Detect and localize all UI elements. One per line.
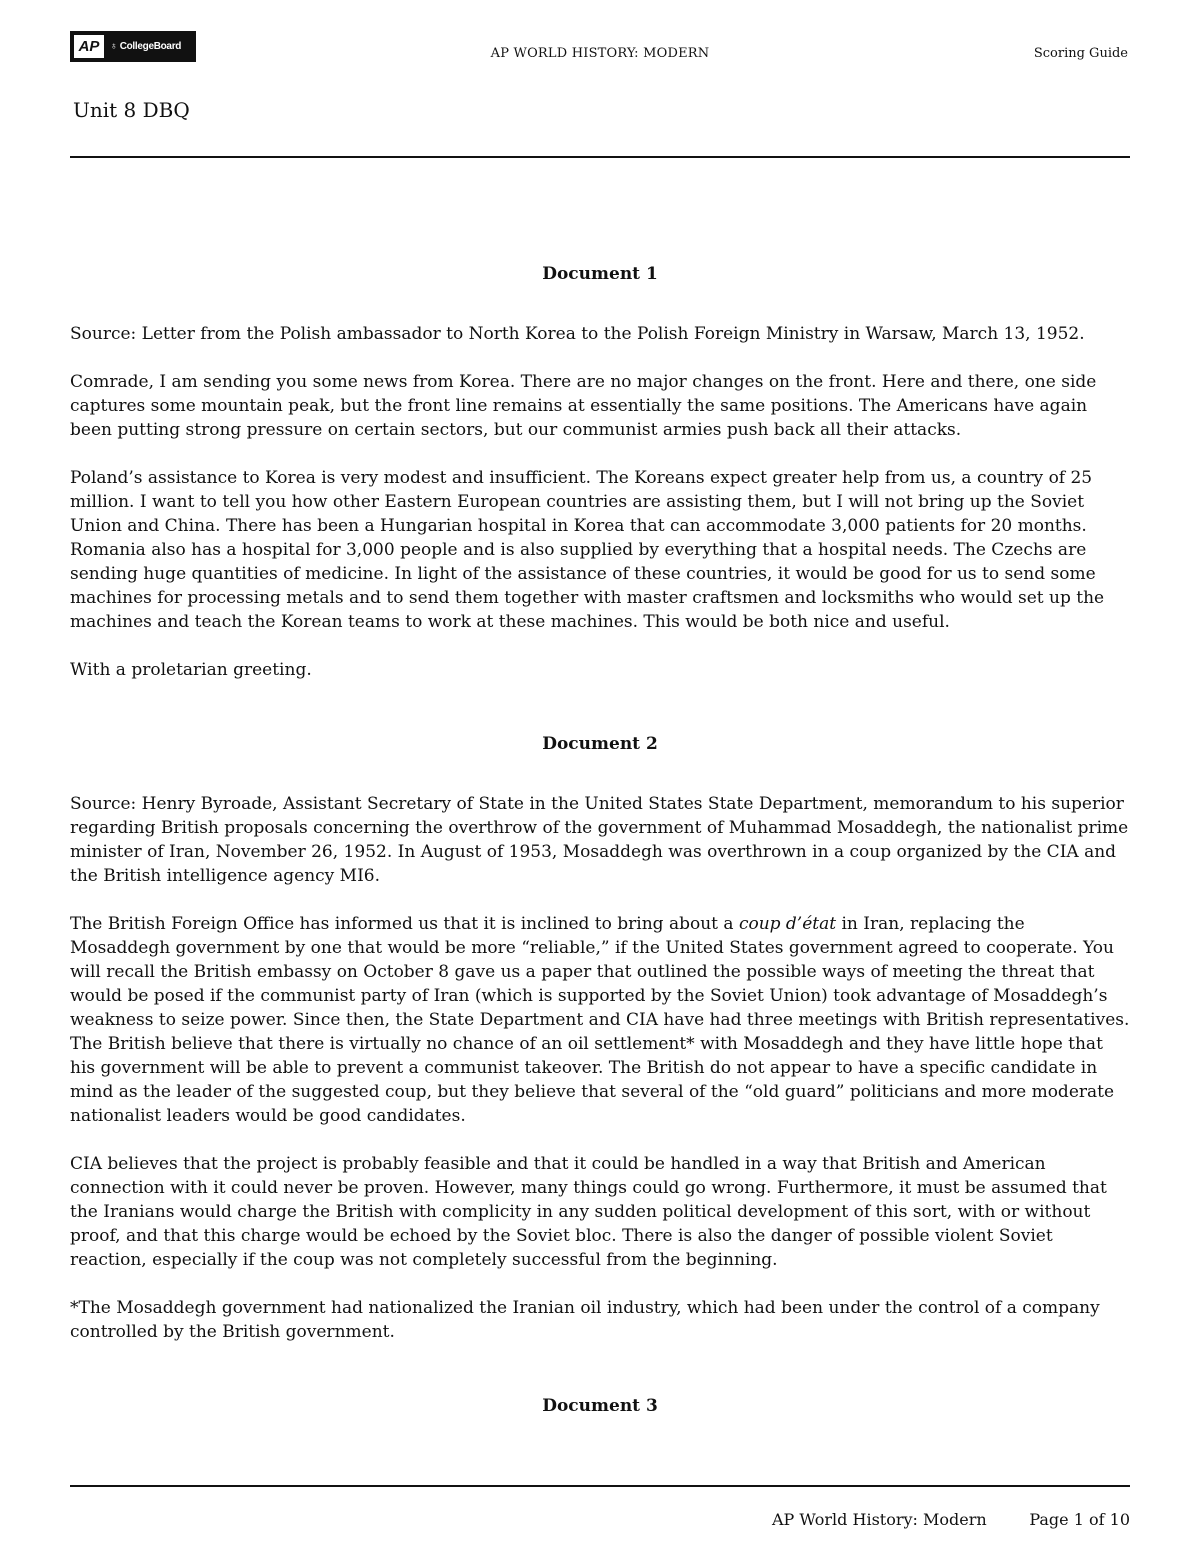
document-2-p1-text-b: in Iran, replacing the Mosaddegh government by one that would be more “reliable,” if the United States government agreed to cooperate. You will recall the British embassy on October 8 gave us a paper that outlined the possible ways of meeting the threat that would be posed if the communist party of Iran (which is supported by the Soviet Union) took advantage of Mosaddegh’s weakness to seize power. Since then, the State Department and CIA have had three meetings with British representatives. The British believe that there is virtually no chance of an oil settlement* with Mosaddegh and they have little hope that his government will be able to prevent a communist takeover. The British do not appear to have a specific candidate in mind as the leader of the suggested coup, but they believe that several of the “old guard” politicians and more moderate nationalist leaders would be good candidates. [70, 914, 1130, 1126]
college-board-label: CollegeBoard [119, 41, 182, 52]
document-3-heading: Document 3 [542, 1396, 658, 1416]
document-2-paragraph-1 [70, 912, 1130, 1128]
acorn-icon: ♁ [110, 41, 118, 52]
header-divider [70, 156, 1130, 158]
header-course-title: AP WORLD HISTORY: MODERN [490, 46, 710, 61]
document-1-paragraph-1: Comrade, I am sending you some news from Korea. There are no major changes on the front. Here and there, one side captures some mountain peak, but the front line remains at essentially the same positions. The Americans have again been putting strong pressure on certain sectors, but our communist armies push back all their attacks. [70, 372, 1097, 440]
document-1-paragraph-3: With a proletarian greeting. [70, 660, 312, 680]
footer-divider [70, 1485, 1130, 1487]
document-2-footnote: *The Mosaddegh government had nationalized the Iranian oil industry, which had been under the control of a company controlled by the British government. [70, 1298, 1100, 1342]
document-1-paragraph-2: Poland’s assistance to Korea is very modest and insufficient. The Koreans expect greater help from us, a country of 25 million. I want to tell you how other Eastern European countries are assisting them, but I will not bring up the Soviet Union and China. There has been a Hungarian hospital in Korea that can accommodate 3,000 patients for 20 months. Romania also has a hospital for 3,000 people and is also supplied by everything that a hospital needs. The Czechs are sending huge quantities of medicine. In light of the assistance of these countries, it would be good for us to send some machines for processing metals and to send them together with master craftsmen and locksmiths who would set up the machines and teach the Korean teams to work at these machines. This would be both nice and useful. [70, 468, 1105, 632]
unit-title: Unit 8 DBQ [73, 98, 190, 122]
footer-course-title: AP World History: Modern [772, 1510, 987, 1529]
document-2-p1-text-a: The British Foreign Office has informed us that it is inclined to bring about a [70, 914, 739, 934]
document-2-p1-italic: coup d’état [738, 914, 837, 934]
document-1-source: Source: Letter from the Polish ambassador to North Korea to the Polish Foreign Ministry in Warsaw, March 13, 1952. [70, 324, 1085, 344]
document-2-source: Source: Henry Byroade, Assistant Secretary of State in the United States State Department, memorandum to his superior regarding British proposals concerning the overthrow of the government of Muhammad Mosaddegh, the nationalist prime minister of Iran, November 26, 1952. In August of 1953, Mosaddegh was overthrown in a coup organized by the CIA and the British intelligence agency MI6. [70, 794, 1129, 886]
ap-logo-mark: AP [74, 35, 104, 58]
document-2-heading: Document 2 [542, 734, 658, 754]
document-1-heading: Document 1 [542, 264, 658, 284]
header-scoring-guide: Scoring Guide [1033, 46, 1128, 61]
document-2-paragraph-2: CIA believes that the project is probably feasible and that it could be handled in a way that British and American connection with it could never be proven. However, many things could go wrong. Furthermore, it must be assumed that the Iranians would charge the British with complicity in any sudden political development of this sort, with or without proof, and that this charge would be echoed by the Soviet bloc. There is also the danger of possible violent Soviet reaction, especially if the coup was not completely successful from the beginning. [70, 1154, 1107, 1270]
page-number: Page 1 of 10 [1029, 1510, 1130, 1529]
document-body [70, 262, 1130, 1418]
